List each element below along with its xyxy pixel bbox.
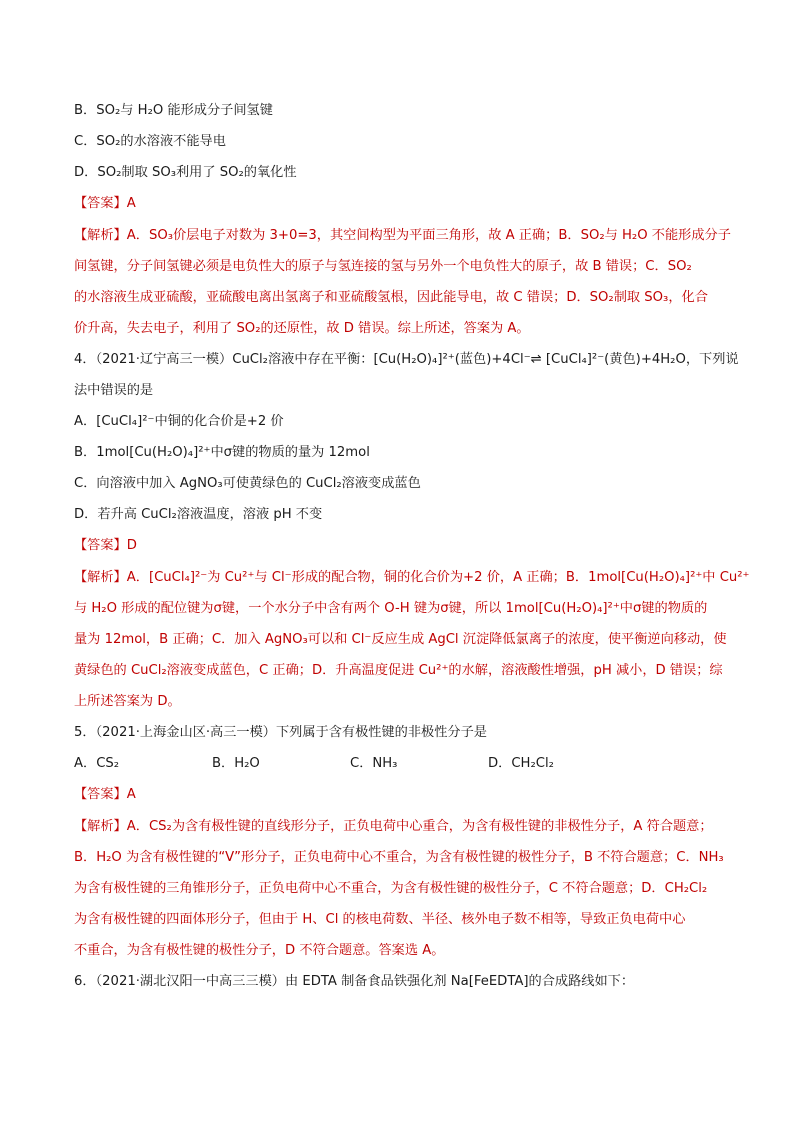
q3-option-d: D．SO₂制取 SO₃利用了 SO₂的氧化性 <box>74 165 297 180</box>
q5-explanation-line: 【解析】A．CS₂为含有极性键的直线形分子，正负电荷中心重合，为含有极性键的非极性分子，A 符合题意； <box>74 819 713 834</box>
q4-explanation-line: 上所述答案为 D。 <box>74 694 181 709</box>
q6-stem: 6．（2021·湖北汉阳一中高三三模）由 EDTA 制备食品铁强化剂 Na[FeEDTA]的合成路线如下： <box>74 974 635 989</box>
q5-option-d: D．CH₂Cl₂ <box>488 756 554 771</box>
q4-stem-line: 4．（2021·辽宁高三一模）CuCl₂溶液中存在平衡：[Cu(H₂O)₄]²⁺(蓝色)+4Cl⁻⇌ [CuCl₄]²⁻(黄色)+4H₂O，下列说 <box>74 352 739 367</box>
q3-explanation-line: 价升高，失去电子，利用了 SO₂的还原性，故 D 错误。综上所述，答案为 A。 <box>74 321 530 336</box>
q4-option-c: C．向溶液中加入 AgNO₃可使黄绿色的 CuCl₂溶液变成蓝色 <box>74 476 421 491</box>
document-content <box>74 100 750 992</box>
q4-option-b: B．1mol[Cu(H₂O)₄]²⁺中σ键的物质的量为 12mol <box>74 445 370 460</box>
q5-options-row <box>74 753 726 774</box>
q3-explanation-line: 【解析】A．SO₃价层电子对数为 3+0=3，其空间构型为平面三角形，故 A 正确；B．SO₂与 H₂O 不能形成分子 <box>74 228 731 243</box>
q5-explanation <box>74 816 726 961</box>
q4-explanation <box>74 567 750 712</box>
q3-explanation <box>74 225 731 339</box>
q5-answer: 【答案】A <box>74 787 136 802</box>
q3-option-c: C．SO₂的水溶液不能导电 <box>74 134 226 149</box>
q3-explanation-line: 间氢键，分子间氢键必须是电负性大的原子与氢连接的氢与另外一个电负性大的原子，故 B 错误；C．SO₂ <box>74 259 692 274</box>
q4-option-a: A．[CuCl₄]²⁻中铜的化合价是+2 价 <box>74 414 284 429</box>
q3-explanation-line: 的水溶液生成亚硫酸，亚硫酸电离出氢离子和亚硫酸氢根，因此能导电，故 C 错误；D．SO₂制取 SO₃，化合 <box>74 290 708 305</box>
q4-stem-line: 法中错误的是 <box>74 383 154 398</box>
question-4 <box>74 349 750 712</box>
q5-explanation-line: B．H₂O 为含有极性键的“V”形分子，正负电荷中心不重合，为含有极性键的极性分子，B 不符合题意；C．NH₃ <box>74 850 724 865</box>
question-5 <box>74 722 726 961</box>
q5-explanation-line: 为含有极性键的四面体形分子，但由于 H、Cl 的核电荷数、半径、核外电子数不相等，导致正负电荷中心 <box>74 912 686 927</box>
q4-option-d: D．若升高 CuCl₂溶液温度，溶液 pH 不变 <box>74 507 323 522</box>
q4-explanation-line: 【解析】A．[CuCl₄]²⁻为 Cu²⁺与 Cl⁻形成的配合物，铜的化合价为+2 价，A 正确；B．1mol[Cu(H₂O)₄]²⁺中 Cu²⁺ <box>74 570 750 585</box>
q5-option-c: C．NH₃ <box>350 756 398 771</box>
q5-stem: 5．（2021·上海金山区·高三一模）下列属于含有极性键的非极性分子是 <box>74 725 487 740</box>
q5-option-a: A．CS₂ <box>74 756 120 771</box>
q4-explanation-line: 量为 12mol，B 正确；C．加入 AgNO₃可以和 Cl⁻反应生成 AgCl 沉淀降低氯离子的浓度，使平衡逆向移动，使 <box>74 632 727 647</box>
q5-explanation-line: 不重合，为含有极性键的极性分子，D 不符合题意。答案选 A。 <box>74 943 445 958</box>
q5-explanation-line: 为含有极性键的三角锥形分子，正负电荷中心不重合，为含有极性键的极性分子，C 不符合题意；D．CH₂Cl₂ <box>74 881 708 896</box>
q3-answer: 【答案】A <box>74 196 136 211</box>
q4-explanation-line: 黄绿色的 CuCl₂溶液变成蓝色，C 正确；D．升高温度促进 Cu²⁺的水解，溶液酸性增强，pH 减小，D 错误；综 <box>74 663 723 678</box>
question-3 <box>74 100 731 339</box>
q4-explanation-line: 与 H₂O 形成的配位键为σ键，一个水分子中含有两个 O-H 键为σ键，所以 1mol[Cu(H₂O)₄]²⁺中σ键的物质的 <box>74 601 708 616</box>
question-6 <box>74 971 726 992</box>
q4-answer: 【答案】D <box>74 538 137 553</box>
q3-option-b: B．SO₂与 H₂O 能形成分子间氢键 <box>74 103 273 118</box>
q5-option-b: B．H₂O <box>212 756 260 771</box>
